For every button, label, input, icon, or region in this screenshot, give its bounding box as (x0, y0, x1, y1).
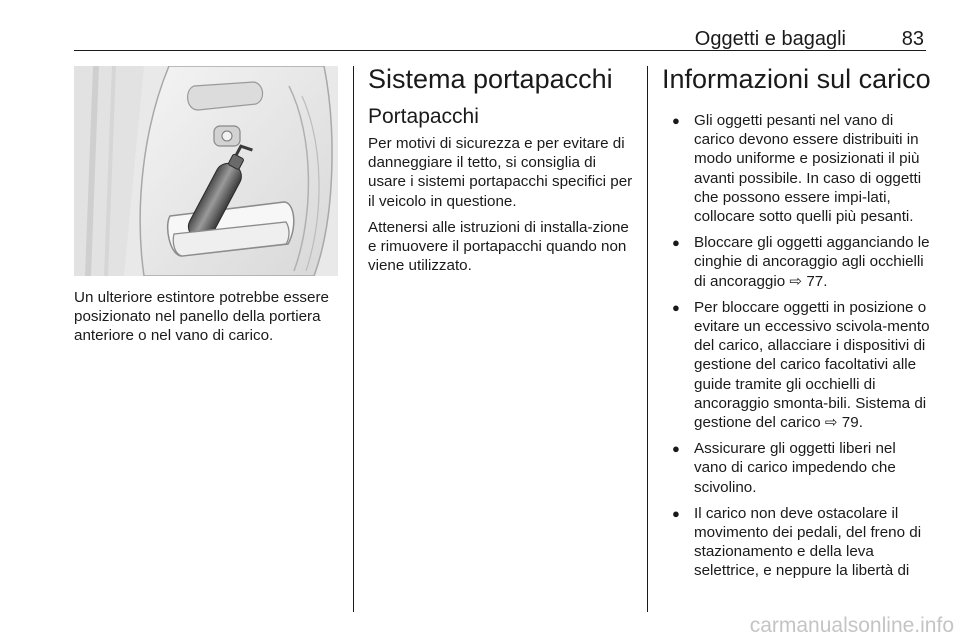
list-item-text: Assicurare gli oggetti liberi nel vano di carico impedendo che scivolino. (694, 440, 896, 496)
section-heading-load-info: Informazioni sul carico (662, 64, 931, 94)
bullet-icon: ● (672, 235, 680, 251)
list-item (670, 439, 932, 497)
header-title: Oggetti e bagagli (694, 28, 846, 50)
section-heading-roof-rack: Sistema portapacchi (368, 64, 613, 94)
bullet-icon: ● (672, 113, 680, 128)
list-item (670, 111, 932, 226)
page-number: 83 (901, 28, 924, 50)
list-item-text: Bloccare gli oggetti agganciando le cinghie di ancoraggio agli occhielli di ancoraggio ⇨ 77. (694, 234, 930, 290)
bullet-icon: ● (672, 299, 680, 315)
list-item (670, 298, 932, 432)
door-panel-drawing-icon (74, 66, 338, 276)
list-item-text: Per bloccare oggetti in posizione o evitare un eccessivo scivola-mento del carico, allacciare i dispositivi di gestione del carico facoltativi alle guide tramite gli occhielli di ancoraggio smonta-bili. Sistema di gestione del carico ⇨ 79. (694, 298, 930, 432)
list-item-text: Il carico non deve ostacolare il movimento dei pedali, del freno di stazionamento e della leva selettrice, e neppure la libertà di (694, 504, 922, 580)
page-header (74, 20, 926, 51)
list-item (670, 504, 932, 581)
paragraph-roof-rack-install: Attenersi alle istruzioni di installa-zione e rimuovere il portapacchi quando non viene utilizzato. (368, 219, 629, 275)
subheading-roof-rack: Portapacchi (368, 105, 479, 128)
illustration-caption: Un ulteriore estintore potrebbe essere posizionato nel panello della portiera anteriore o nel vano di carico. (74, 289, 329, 345)
paragraph-roof-rack-safety: Per motivi di sicurezza e per evitare di danneggiare il tetto, si consiglia di usare i sistemi portapacchi specifici per il veicolo in questione. (368, 135, 633, 210)
list-item (670, 233, 932, 291)
list-item-text: Gli oggetti pesanti nel vano di carico devono essere distribuiti in modo uniforme e posizionati il più avanti possibile. In caso di oggetti che possono essere impi-lati, collocare sotto quelli più pesanti. (694, 112, 922, 226)
bullet-icon: ● (672, 505, 680, 521)
watermark: carmanualsonline.info (749, 614, 954, 637)
load-info-list (670, 111, 932, 588)
column-divider-right (647, 66, 648, 612)
fire-extinguisher-illustration (74, 66, 338, 276)
column-divider-left (353, 66, 354, 612)
bullet-icon: ● (672, 441, 680, 457)
